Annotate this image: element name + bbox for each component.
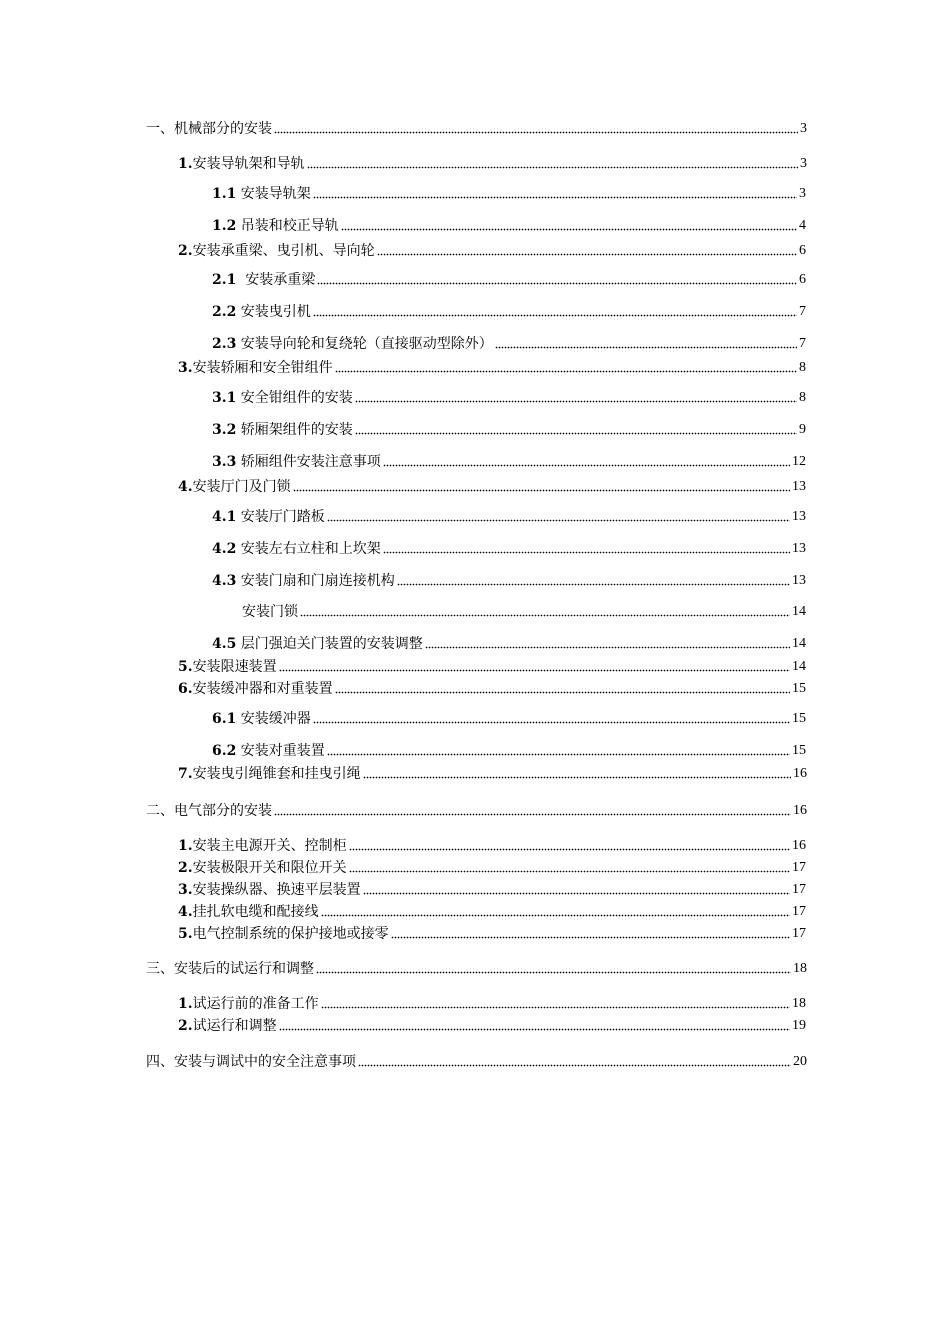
toc-entry[interactable]: [178, 993, 806, 1013]
toc-page-number: 15: [792, 681, 806, 696]
toc-leader-dots: [363, 892, 790, 895]
toc-entry-heading: [212, 389, 353, 407]
toc-page-number: 7: [799, 304, 806, 319]
toc-page-number: 14: [792, 659, 806, 674]
toc-leader-dots: [355, 432, 797, 435]
toc-entry-heading: [212, 635, 423, 653]
toc-page-number: 14: [792, 636, 806, 651]
toc-entry-title: 二、电气部分的安装: [146, 803, 272, 819]
toc-page-number: 17: [792, 904, 806, 919]
toc-leader-dots: [279, 1028, 790, 1031]
toc-entry[interactable]: [178, 476, 806, 496]
toc-entry-title: 安装厅门及门锁: [192, 479, 291, 495]
toc-entry[interactable]: [212, 301, 806, 321]
toc-entry-heading: [146, 802, 272, 820]
toc-entry-title: 层门强迫关门装置的安装调整: [236, 636, 423, 652]
toc-entry-number: 4.5: [212, 636, 237, 652]
toc-page-number: 16: [793, 803, 807, 818]
toc-page-number: 12: [792, 454, 806, 469]
toc-entry[interactable]: [178, 923, 806, 943]
toc-entry-title: 轿厢架组件的安装: [236, 422, 353, 438]
toc-page-number: 16: [793, 766, 807, 781]
toc-entry-heading: [178, 837, 347, 855]
toc-entry-heading: [212, 271, 315, 289]
toc-entry-heading: [178, 881, 361, 899]
toc-leader-dots: [425, 646, 790, 649]
toc-entry-title: 吊装和校正导轨: [236, 218, 339, 234]
toc-entry-number: 1.1: [212, 186, 237, 202]
toc-entry-title: 安装导轨架和导轨: [192, 156, 305, 172]
toc-entry-heading: [146, 120, 272, 138]
toc-entry-number: 1.: [178, 996, 193, 1012]
toc-page-number: 17: [792, 860, 806, 875]
toc-entry-heading: [178, 765, 361, 783]
toc-entry-title: 试运行前的准备工作: [192, 996, 319, 1012]
toc-entry-heading: [212, 572, 395, 590]
toc-entry-title: 三、安装后的试运行和调整: [146, 961, 314, 977]
toc-entry-title: 安装门扇和门扇连接机构: [236, 573, 395, 589]
toc-entry-number: 3.1: [212, 390, 237, 406]
toc-page-number: 8: [799, 390, 806, 405]
toc-entry-title: 安装厅门踏板: [236, 509, 325, 525]
toc-entry[interactable]: [212, 387, 806, 407]
toc-entry-title: 一、机械部分的安装: [146, 121, 272, 137]
toc-entry-title: 安装限速装置: [192, 659, 277, 675]
toc-entry-number: 2.1: [212, 272, 237, 288]
toc-entry-title: 安装操纵器、换速平层装置: [192, 882, 361, 898]
toc-entry-title: 四、安装与调试中的安全注意事项: [146, 1054, 356, 1070]
toc-entry-heading: [212, 742, 325, 760]
toc-entry-heading: [178, 680, 333, 698]
toc-entry-title: 安装承重梁: [236, 272, 316, 288]
toc-entry-heading: [212, 303, 311, 321]
toc-page-number: 16: [792, 838, 806, 853]
toc-entry-number: 3.: [178, 360, 193, 376]
toc-entry-title: 安装导向轮和复绕轮（直接驱动型除外）: [236, 336, 493, 352]
toc-leader-dots: [313, 721, 790, 724]
toc-page-number: 9: [799, 422, 806, 437]
toc-entry[interactable]: [212, 451, 806, 471]
toc-page-number: 15: [792, 743, 806, 758]
toc-entry-heading: [212, 508, 325, 526]
toc-entry-number: 4.: [178, 479, 193, 495]
toc-entry-title: 安装左右立柱和上坎架: [236, 541, 381, 557]
toc-page-number: 17: [792, 926, 806, 941]
toc-entry[interactable]: [146, 118, 807, 138]
toc-leader-dots: [391, 936, 790, 939]
toc-leader-dots: [300, 614, 790, 617]
toc-leader-dots: [316, 971, 791, 974]
toc-entry-title: 安装曳引机: [236, 304, 311, 320]
toc-entry[interactable]: [178, 656, 806, 676]
toc-entry[interactable]: [178, 240, 806, 260]
toc-page-number: 18: [792, 996, 806, 1011]
toc-entry-number: 2.: [178, 1018, 193, 1034]
toc-leader-dots: [363, 776, 791, 779]
toc-leader-dots: [274, 131, 798, 134]
toc-entry[interactable]: [242, 601, 806, 621]
toc-entry-title: 安装缓冲器和对重装置: [192, 681, 333, 697]
toc-entry-number: 6.1: [212, 711, 237, 727]
toc-entry-title: 安装导轨架: [236, 186, 311, 202]
toc-leader-dots: [327, 753, 790, 756]
toc-page-number: 8: [799, 360, 806, 375]
toc-entry-heading: [242, 603, 298, 621]
toc-entry[interactable]: [212, 183, 806, 203]
toc-entry-heading: [212, 540, 381, 558]
toc-entry-title: 安装对重装置: [236, 743, 325, 759]
toc-leader-dots: [313, 314, 797, 317]
toc-entry[interactable]: [146, 800, 807, 820]
toc-entry[interactable]: [212, 570, 806, 590]
toc-entry-heading: [212, 217, 339, 235]
toc-entry[interactable]: [178, 153, 807, 173]
toc-leader-dots: [279, 669, 790, 672]
toc-entry-number: 3.3: [212, 454, 237, 470]
toc-entry[interactable]: [178, 879, 806, 899]
toc-entry[interactable]: [146, 1051, 807, 1071]
toc-page-number: 19: [792, 1018, 806, 1033]
toc-entry-title: 安装缓冲器: [236, 711, 311, 727]
toc-leader-dots: [321, 1006, 790, 1009]
toc-leader-dots: [355, 400, 797, 403]
toc-page-number: 6: [799, 272, 806, 287]
toc-entry-number: 2.: [178, 860, 193, 876]
toc-entry-title: 安全钳组件的安装: [236, 390, 353, 406]
toc-entry[interactable]: [178, 763, 807, 783]
toc-leader-dots: [495, 346, 797, 349]
toc-leader-dots: [274, 813, 791, 816]
toc-page-number: 13: [792, 509, 806, 524]
toc-entry-number: 4.2: [212, 541, 237, 557]
toc-entry[interactable]: [146, 958, 807, 978]
toc-entry-number: 2.2: [212, 304, 237, 320]
toc-leader-dots: [377, 253, 797, 256]
toc-leader-dots: [293, 489, 790, 492]
toc-entry-number: 1.: [178, 838, 193, 854]
toc-entry[interactable]: [212, 215, 806, 235]
toc-entry-heading: [212, 453, 381, 471]
toc-leader-dots: [358, 1064, 791, 1067]
toc-page-number: 15: [792, 711, 806, 726]
toc-page-number: 6: [799, 243, 806, 258]
toc-entry-number: 1.: [178, 156, 193, 172]
toc-page-number: 13: [792, 479, 806, 494]
toc-entry-heading: [178, 925, 389, 943]
toc-page-number: 13: [792, 541, 806, 556]
toc-entry[interactable]: [178, 857, 806, 877]
toc-page-number: 4: [799, 218, 806, 233]
toc-entry-title: 试运行和调整: [192, 1018, 277, 1034]
toc-entry-title: 安装极限开关和限位开关: [192, 860, 347, 876]
toc-leader-dots: [335, 691, 790, 694]
toc-entry-heading: [178, 903, 319, 921]
toc-entry[interactable]: [178, 1015, 806, 1035]
toc-leader-dots: [341, 228, 797, 231]
toc-entry[interactable]: [178, 901, 806, 921]
toc-entry[interactable]: [212, 269, 806, 289]
toc-entry-heading: [212, 710, 311, 728]
toc-leader-dots: [327, 519, 790, 522]
toc-leader-dots: [383, 464, 790, 467]
toc-entry-number: 2.: [178, 243, 193, 259]
toc-entry[interactable]: [178, 678, 806, 698]
toc-page-number: 13: [792, 573, 806, 588]
toc-entry-heading: [178, 1017, 277, 1035]
toc-entry[interactable]: [212, 538, 806, 558]
toc-page-number: 7: [799, 336, 806, 351]
toc-entry[interactable]: [212, 740, 806, 760]
toc-entry-title: 轿厢组件安装注意事项: [236, 454, 381, 470]
toc-leader-dots: [335, 370, 797, 373]
toc-entry-title: 安装曳引绳锥套和挂曳引绳: [192, 766, 361, 782]
toc-entry-number: 6.: [178, 681, 193, 697]
toc-entry-heading: [178, 658, 277, 676]
toc-entry[interactable]: [212, 708, 806, 728]
toc-entry-heading: [146, 960, 314, 978]
toc-leader-dots: [349, 870, 790, 873]
toc-entry-heading: [178, 242, 375, 260]
toc-leader-dots: [349, 848, 790, 851]
toc-entry-heading: [178, 359, 333, 377]
toc-entry-heading: [212, 335, 493, 353]
toc-leader-dots: [313, 196, 797, 199]
toc-entry-title: 安装主电源开关、控制柜: [192, 838, 347, 854]
toc-entry-number: 1.2: [212, 218, 237, 234]
toc-page-number: 3: [800, 156, 807, 171]
toc-entry-heading: [178, 155, 305, 173]
toc-entry-title: 挂扎软电缆和配接线: [192, 904, 319, 920]
toc-page-number: 3: [799, 186, 806, 201]
toc-entry[interactable]: [178, 835, 806, 855]
toc-leader-dots: [383, 551, 790, 554]
toc-entry-number: 7.: [178, 766, 193, 782]
toc-entry-title: 安装门锁: [242, 604, 298, 620]
toc-entry-title: 电气控制系统的保护接地或接零: [192, 926, 389, 942]
toc-entry-number: 6.2: [212, 743, 237, 759]
toc-page-number: 17: [792, 882, 806, 897]
toc-entry-heading: [178, 859, 347, 877]
toc-entry-number: 3.2: [212, 422, 237, 438]
toc-page-number: 20: [793, 1054, 807, 1069]
toc-entry-heading: [146, 1053, 356, 1071]
toc-page-number: 3: [800, 121, 807, 136]
toc-leader-dots: [307, 166, 798, 169]
toc-entry[interactable]: [212, 506, 806, 526]
toc-entry[interactable]: [212, 633, 806, 653]
toc-entry-heading: [212, 185, 311, 203]
toc-entry-heading: [178, 478, 291, 496]
toc-entry-heading: [178, 995, 319, 1013]
toc-entry-heading: [212, 421, 353, 439]
toc-leader-dots: [397, 583, 790, 586]
toc-entry-title: 安装轿厢和安全钳组件: [192, 360, 333, 376]
toc-entry[interactable]: [212, 333, 806, 353]
toc-entry-title: 安装承重梁、曳引机、导向轮: [192, 243, 375, 259]
toc-entry-number: 4.3: [212, 573, 237, 589]
toc-entry-number: 5.: [178, 926, 193, 942]
toc-entry-number: 4.1: [212, 509, 237, 525]
toc-page-number: 18: [793, 961, 807, 976]
toc-page-number: 14: [792, 604, 806, 619]
toc-entry-number: 2.3: [212, 336, 237, 352]
toc-leader-dots: [321, 914, 790, 917]
toc-entry[interactable]: [212, 419, 806, 439]
toc-entry-number: 4.: [178, 904, 193, 920]
toc-entry-number: 5.: [178, 659, 193, 675]
toc-entry[interactable]: [178, 357, 806, 377]
toc-leader-dots: [317, 282, 797, 285]
toc-entry-number: 3.: [178, 882, 193, 898]
